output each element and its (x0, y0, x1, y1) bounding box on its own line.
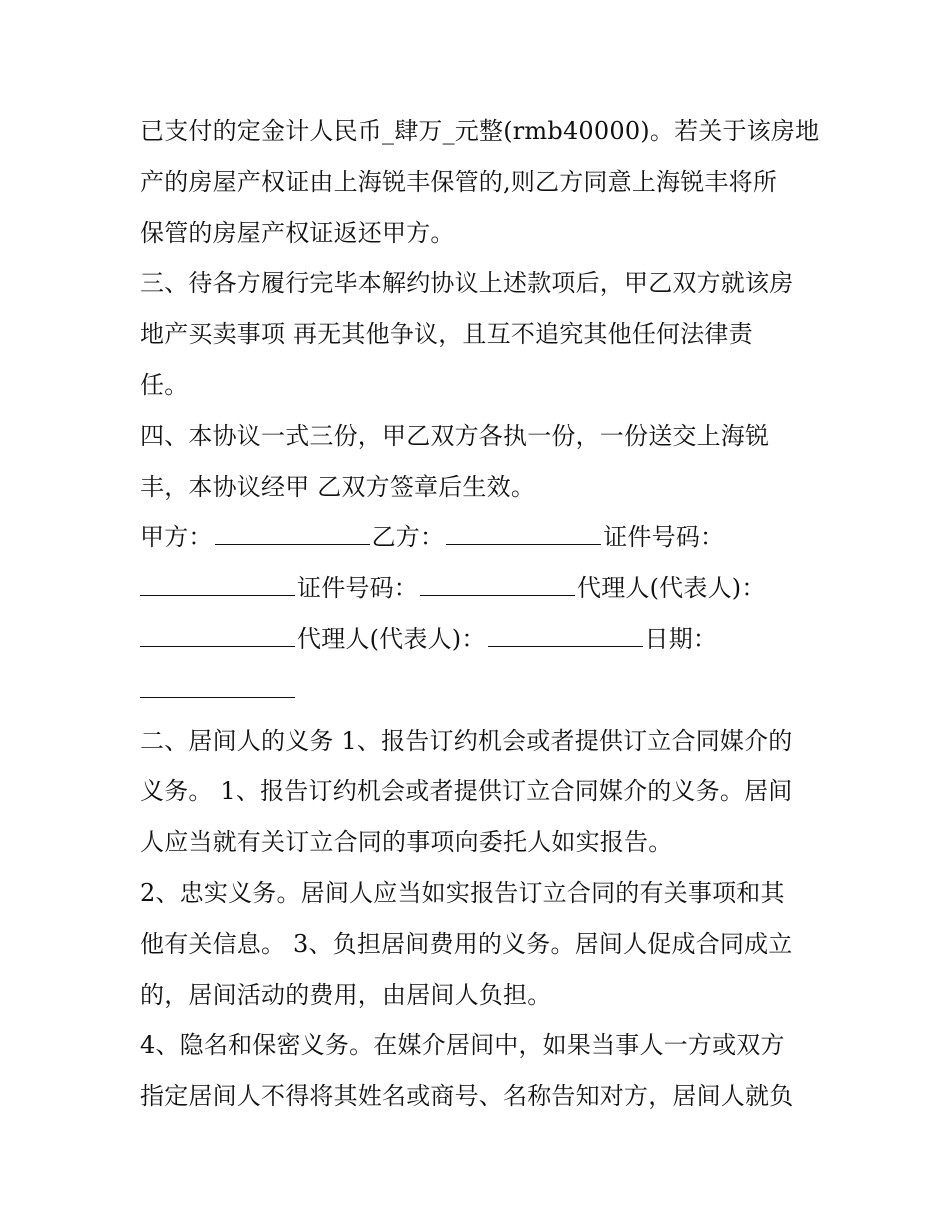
text-line: 的，居间活动的费用，由居间人负担。 (140, 980, 552, 1009)
paragraph-confidentiality-duty (140, 1020, 820, 1122)
text-line: 地产买卖事项 再无其他争议，且互不追究其他任何法律责 (140, 320, 753, 349)
text-line: 产的房屋产权证由上海锐丰保管的,则乙方同意上海锐丰将所 (140, 167, 778, 196)
text-line: 三、待各方履行完毕本解约协议上述款项后，甲乙双方就该房 (140, 269, 794, 298)
paragraph-deposit-return (140, 106, 820, 258)
text-line: 任。 (140, 370, 189, 399)
id-label-a: 证件号码： (603, 523, 725, 552)
text-line: 他有关信息。 3、负担居间费用的义务。居间人促成合同成立 (140, 929, 793, 958)
id-label-b: 证件号码： (297, 574, 418, 603)
text-line: 人应当就有关订立合同的事项向委托人如实报告。 (140, 828, 673, 857)
id-a-blank[interactable] (140, 569, 295, 596)
id-b-blank[interactable] (420, 569, 575, 596)
text-line: 指定居间人不得将其姓名或商号、名称告知对方，居间人就负 (140, 1082, 794, 1111)
text-line: 4、隐名和保密义务。在媒介居间中，如果当事人一方或双方 (140, 1031, 785, 1060)
signature-line-agents (140, 614, 820, 665)
paragraph-clause-four (140, 411, 820, 513)
text-line: 保管的房屋产权证返还甲方。 (140, 218, 455, 247)
party-a-blank[interactable] (215, 518, 370, 545)
agent-b-blank[interactable] (488, 620, 643, 647)
text-line: 二、居间人的义务 1、报告订约机会或者提供订立合同媒介的 (140, 726, 793, 755)
document-body (140, 106, 820, 1122)
paragraph-intermediary-duties (140, 716, 820, 868)
agent-label-a: 代理人(代表人)： (577, 574, 766, 603)
date-label: 日期： (644, 624, 718, 653)
text-line: 四、本协议一式三份，甲乙双方各执一份，一份送交上海锐 (140, 421, 770, 450)
text-line: 丰，本协议经甲 乙双方签章后生效。 (140, 472, 536, 501)
signature-block (140, 512, 820, 715)
text-line: 已支付的定金计人民币_肆万_元整(rmb40000)。若关于该房地 (140, 117, 820, 145)
agent-a-blank[interactable] (140, 620, 295, 647)
paragraph-clause-three (140, 258, 820, 410)
party-b-label: 乙方： (371, 523, 445, 552)
signature-line-date (140, 665, 820, 716)
party-a-label: 甲方： (140, 523, 213, 552)
signature-line-parties (140, 512, 820, 563)
text-line: 义务。 1、报告订约机会或者提供订立合同媒介的义务。居间 (140, 777, 793, 806)
text-line: 2、忠实义务。居间人应当如实报告订立合同的有关事项和其 (140, 878, 785, 907)
paragraph-honesty-duty (140, 868, 820, 1020)
date-blank[interactable] (140, 671, 295, 698)
agent-label-b: 代理人(代表人)： (297, 624, 486, 653)
party-b-blank[interactable] (446, 518, 601, 545)
signature-line-ids (140, 563, 820, 614)
